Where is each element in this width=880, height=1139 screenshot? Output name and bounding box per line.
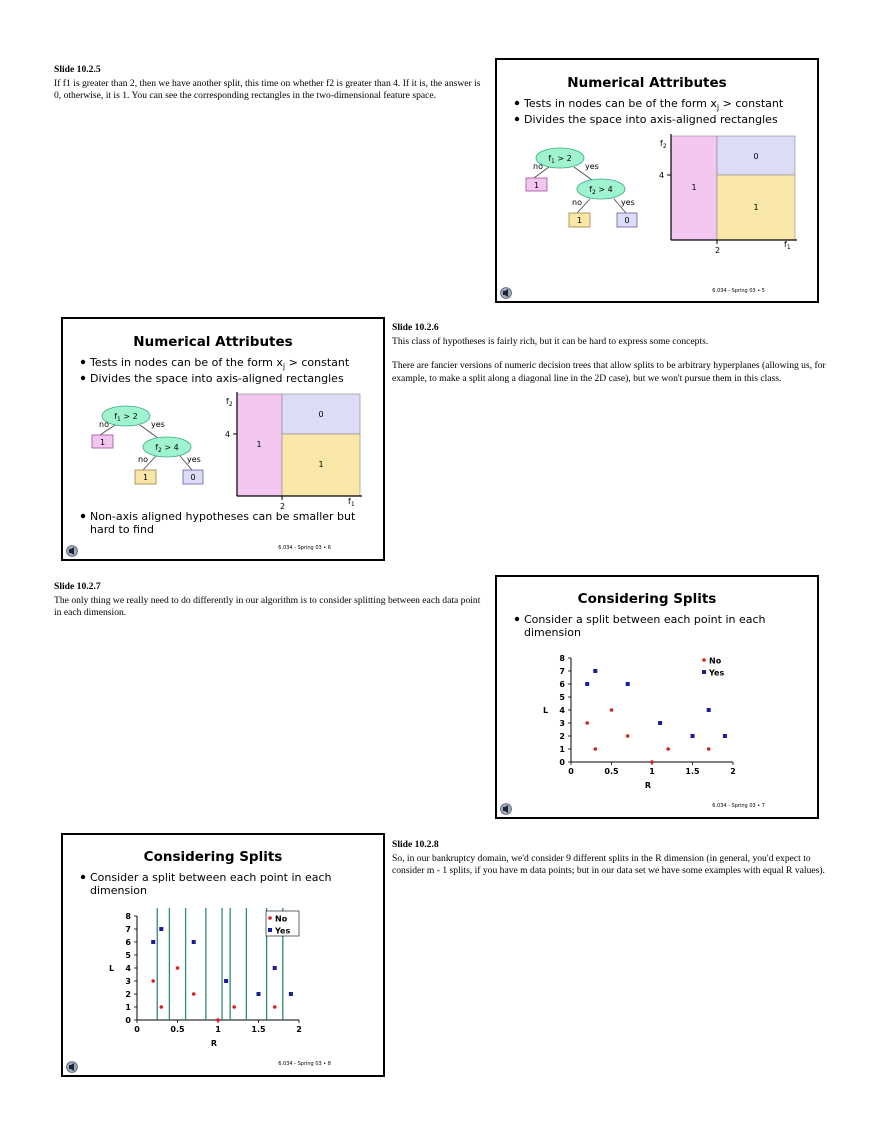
slide-footer: 6.034 - Spring 03 • 8 (278, 1061, 331, 1067)
point-no (151, 979, 155, 983)
svg-text:f2 > 4: $f_2 > 4$ (589, 185, 613, 196)
tick-4: 4 (225, 430, 231, 439)
point-no (707, 747, 711, 751)
y-tick-label: 5 (559, 693, 565, 702)
y-tick-label: 8 (559, 654, 565, 663)
point-no (594, 747, 598, 751)
speaker-icon[interactable] (67, 546, 78, 557)
bullet-divides: Divides the space into axis-aligned rectangles (90, 372, 344, 385)
legend-swatch (702, 658, 706, 662)
scatter-chart (497, 577, 817, 817)
bullet-consider: Consider a split between each point in each (524, 613, 766, 626)
point-yes (159, 927, 163, 931)
y-tick-label: 3 (125, 977, 131, 986)
axis-f1: $f_1$ (784, 240, 791, 251)
bullet-form: Tests in nodes can be of the form $x_j$ > constant (90, 356, 350, 371)
slide-10-2-8 (61, 833, 385, 1077)
point-no (216, 1018, 220, 1022)
y-axis-label: L (109, 964, 115, 973)
tick-2: 2 (280, 502, 286, 511)
legend-label: No (709, 656, 722, 666)
legend (266, 911, 299, 936)
point-yes (593, 669, 597, 673)
x-tick-label: 2 (296, 1025, 302, 1034)
slide-title: Considering Splits (143, 849, 283, 865)
note-10-2-7 (54, 581, 490, 620)
svg-text:f1 > 2: $f_1 > 2$ (548, 154, 572, 165)
point-yes (723, 734, 727, 738)
x-tick-label: 2 (730, 767, 736, 776)
point-yes (585, 682, 589, 686)
x-axis-label: R (210, 1039, 218, 1048)
point-yes (151, 940, 155, 944)
edge-yes: yes (621, 198, 635, 207)
note-10-2-6 (392, 322, 828, 385)
point-no (176, 966, 180, 970)
x-tick-label: 0.5 (604, 767, 619, 776)
point-no (232, 1005, 236, 1009)
note-title: Slide 10.2.7 (54, 581, 101, 592)
bullet-non-axis-cont: hard to find (90, 523, 154, 536)
svg-text:f2 > 4: $f_2 > 4$ (155, 443, 179, 454)
y-tick-label: 6 (559, 680, 565, 689)
bullet-divides: Divides the space into axis-aligned rectangles (524, 113, 778, 126)
axis-f2: $f_2$ (660, 139, 667, 150)
y-tick-label: 0 (559, 758, 565, 767)
bullet-consider-cont: dimension (90, 884, 147, 897)
point-yes (707, 708, 711, 712)
x-tick-label: 0.5 (170, 1025, 185, 1034)
bullet-non-axis: Non-axis aligned hypotheses can be smaller but (90, 510, 356, 523)
y-tick-label: 8 (125, 912, 131, 921)
axis-f1: $f_1$ (348, 497, 355, 508)
legend-label: No (275, 914, 288, 924)
svg-text:1: 1 (256, 440, 262, 449)
svg-text:1: 1 (533, 181, 540, 190)
scatter-chart-splits (63, 835, 383, 1075)
speaker-icon[interactable] (67, 1062, 78, 1073)
edge-yes: yes (187, 455, 201, 464)
point-yes (289, 992, 293, 996)
edge-no: no (533, 162, 543, 171)
x-tick-label: 1 (215, 1025, 221, 1034)
edge-no: no (138, 455, 148, 464)
legend-swatch (268, 916, 272, 920)
svg-text:1: 1 (576, 216, 583, 225)
note-10-2-8 (392, 839, 828, 878)
point-yes (273, 966, 277, 970)
x-tick-label: 0 (568, 767, 574, 776)
svg-text:1: 1 (99, 438, 106, 447)
plot-area (543, 654, 736, 790)
legend-swatch (268, 928, 272, 932)
note-title: Slide 10.2.5 (54, 64, 101, 75)
point-no (610, 708, 614, 712)
y-tick-label: 6 (125, 938, 131, 947)
note-text: There are fancier versions of numeric decision trees that allow splits to be arbitrary hyperplanes (allowing us, for example, to make a split along a diagonal line in the 2D case), but we won't pursue them in this class. (392, 360, 826, 384)
bullet-consider: Consider a split between each point in each (90, 871, 332, 884)
y-tick-label: 4 (125, 964, 131, 973)
point-no (626, 734, 630, 738)
y-tick-label: 1 (559, 745, 565, 754)
slide-title: Considering Splits (577, 591, 717, 607)
slide-10-2-6 (61, 317, 385, 561)
y-tick-label: 2 (559, 732, 565, 741)
axis-f2: $f_2$ (226, 397, 233, 408)
svg-text:0: 0 (624, 216, 630, 225)
y-tick-label: 5 (125, 951, 131, 960)
y-tick-label: 3 (559, 719, 565, 728)
y-tick-label: 4 (559, 706, 565, 715)
point-no (585, 721, 589, 725)
svg-text:1: 1 (318, 460, 324, 469)
edge-no: no (99, 420, 109, 429)
svg-text:1: 1 (142, 473, 149, 482)
svg-text:0: 0 (318, 410, 324, 419)
note-10-2-5 (54, 64, 486, 103)
bullet-consider-cont: dimension (524, 626, 581, 639)
y-tick-label: 7 (125, 925, 131, 934)
svg-text:0: 0 (190, 473, 196, 482)
slide-footer: 6.034 - Spring 03 • 7 (712, 803, 765, 809)
y-axis-label: L (543, 706, 549, 715)
slide-title: Numerical Attributes (133, 334, 293, 350)
speaker-icon[interactable] (501, 804, 512, 815)
x-tick-label: 1.5 (251, 1025, 266, 1034)
slide-title: Numerical Attributes (567, 75, 727, 91)
tick-4: 4 (659, 171, 665, 180)
point-yes (224, 979, 228, 983)
tick-2: 2 (715, 246, 721, 255)
point-yes (691, 734, 695, 738)
edge-yes: yes (151, 420, 165, 429)
svg-text:f1 > 2: $f_1 > 2$ (114, 412, 138, 423)
speaker-icon[interactable] (501, 288, 512, 299)
svg-text:1: 1 (691, 183, 697, 192)
point-yes (626, 682, 630, 686)
note-text: The only thing we really need to do differently in our algorithm is to consider splitting between each data point in each dimension. (54, 594, 481, 618)
bullet-form: Tests in nodes can be of the form $x_j$ > constant (524, 97, 784, 112)
point-yes (192, 940, 196, 944)
legend-swatch (702, 670, 706, 674)
note-text: So, in our bankruptcy domain, we'd consider 9 different splits in the R dimension (in general, you'd expect to consider m - 1 splits, if you have m data points; but in our data set we have some examples with equal R values). (392, 852, 825, 876)
point-no (192, 992, 196, 996)
note-text: If f1 is greater than 2, then we have another split, this time on whether f2 is greater than 4. If it is, the answer is 0, otherwise, it is 1. You can see the corresponding rectangles in the two-dimensional feature space. (54, 77, 481, 101)
x-tick-label: 1 (649, 767, 655, 776)
point-no (160, 1005, 164, 1009)
y-tick-label: 0 (125, 1016, 131, 1025)
point-yes (658, 721, 662, 725)
legend-label: Yes (275, 926, 291, 936)
x-axis-label: R (644, 781, 652, 790)
slide-10-2-7 (495, 575, 819, 819)
svg-text:1: 1 (753, 203, 759, 212)
x-tick-label: 0 (134, 1025, 140, 1034)
legend-label: Yes (709, 668, 725, 678)
edge-yes: yes (585, 162, 599, 171)
x-tick-label: 1.5 (685, 767, 700, 776)
note-title: Slide 10.2.6 (392, 322, 439, 333)
point-no (650, 760, 654, 764)
y-tick-label: 7 (559, 667, 565, 676)
point-no (273, 1005, 277, 1009)
point-no (666, 747, 670, 751)
point-yes (257, 992, 261, 996)
slide-footer: 6.034 - Spring 03 • 5 (712, 288, 765, 294)
legend (702, 657, 724, 678)
y-tick-label: 1 (125, 1003, 131, 1012)
svg-text:0: 0 (753, 152, 759, 161)
edge-no: no (572, 198, 582, 207)
slide-footer: 6.034 - Spring 03 • 6 (278, 545, 331, 551)
note-text: This class of hypotheses is fairly rich, but it can be hard to express some concepts. (392, 335, 709, 347)
slide-10-2-5 (495, 58, 819, 303)
note-title: Slide 10.2.8 (392, 839, 439, 850)
y-tick-label: 2 (125, 990, 131, 999)
